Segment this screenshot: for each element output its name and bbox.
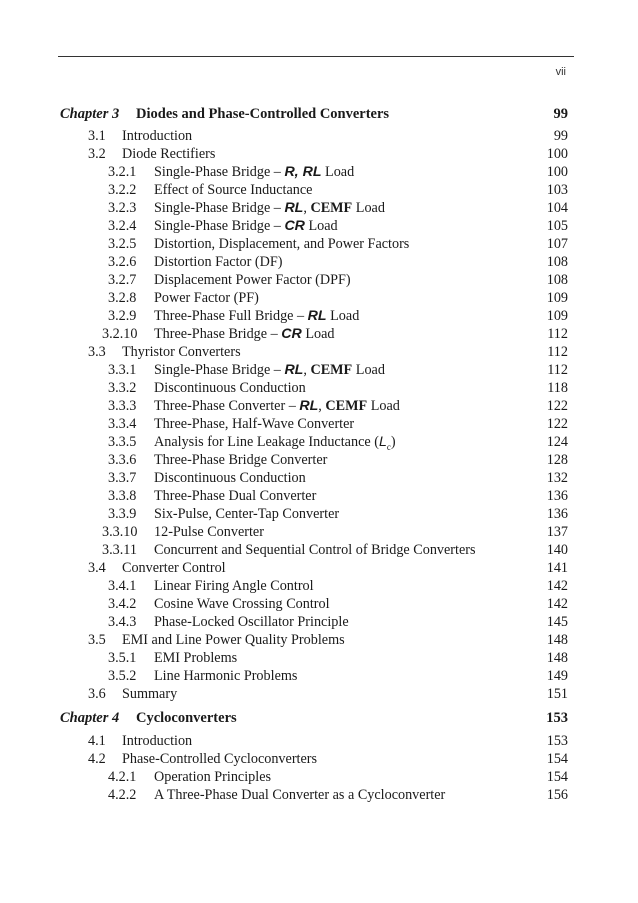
toc-entry-page: 112 (547, 344, 568, 360)
toc-entry-page: 149 (546, 668, 568, 684)
toc-entry-page: 141 (546, 560, 568, 576)
toc-entry-page: 112 (547, 326, 568, 342)
toc-entry-number: 3.2.5 (108, 236, 137, 252)
toc-entry-page: 99 (553, 128, 568, 144)
toc-entry-title: Displacement Power Factor (DPF) (154, 272, 351, 288)
toc-entry-number: 3.3.6 (108, 452, 137, 468)
toc-entry-title: Introduction (122, 128, 193, 144)
toc-entry-number: 3.3 (88, 344, 106, 360)
toc-entry-page: 148 (546, 650, 568, 666)
toc-entry-title: Discontinuous Conduction (154, 380, 306, 396)
toc-entry-page: 154 (546, 751, 568, 767)
toc-entry-page: 145 (546, 614, 568, 630)
toc-entry-title: Introduction (122, 733, 193, 749)
toc-entry-number: 3.2 (88, 146, 106, 162)
toc-entry-page: 112 (547, 362, 568, 378)
toc-entry-number: 3.2.9 (108, 308, 137, 324)
toc-entry-title: Single-Phase Bridge – RL, CEMF Load (154, 362, 385, 378)
toc-entry-title: Cycloconverters (136, 710, 237, 726)
toc-entry-page: 128 (546, 452, 568, 468)
toc-entry-title: Phase-Controlled Cycloconverters (122, 751, 318, 767)
toc-entry-title: Single-Phase Bridge – RL, CEMF Load (154, 200, 385, 216)
toc-entry-number: 3.2.7 (108, 272, 137, 288)
toc-entry-page: 118 (547, 380, 568, 396)
toc-entry-title: Operation Principles (154, 769, 272, 785)
toc-entry-page: 151 (546, 686, 568, 702)
toc-entry-number: 3.2.10 (102, 326, 138, 342)
toc-entry-page: 100 (546, 146, 568, 162)
toc-entry-page: 154 (546, 769, 568, 785)
toc-entry-title: Discontinuous Conduction (154, 470, 306, 486)
toc-entry-page: 153 (546, 710, 568, 726)
toc-entry-page: 124 (546, 434, 568, 450)
toc-entry-number: Chapter 4 (60, 710, 120, 726)
page-number: vii (555, 66, 566, 78)
toc-entry-page: 136 (546, 488, 568, 504)
toc-entry-page: 148 (546, 632, 568, 648)
toc-entry-number: 3.2.3 (108, 200, 137, 216)
toc-entry-title: Diode Rectifiers (122, 146, 216, 162)
toc-entry-title: Three-Phase Dual Converter (154, 488, 317, 504)
toc-entry-number: 3.5.1 (108, 650, 137, 666)
toc-entry-number: 3.4 (88, 560, 106, 576)
header-rule (58, 56, 574, 57)
toc-entry-number: 3.2.2 (108, 182, 137, 198)
toc-entry-title: EMI and Line Power Quality Problems (122, 632, 345, 648)
toc-entry-number: 3.2.8 (108, 290, 137, 306)
toc-entry-number: Chapter 3 (60, 106, 120, 122)
toc-entry-title: Summary (122, 686, 178, 702)
toc-entry-page: 122 (546, 416, 568, 432)
toc-entry-title: Line Harmonic Problems (154, 668, 298, 684)
toc-entry-title: Power Factor (PF) (154, 290, 259, 306)
toc-entry-number: 4.1 (88, 733, 106, 749)
toc-entry-page: 105 (546, 218, 568, 234)
toc-entry-page: 136 (546, 506, 568, 522)
toc-entry-title: Effect of Source Inductance (154, 182, 313, 198)
toc-entry-title: Phase-Locked Oscillator Principle (154, 614, 349, 630)
toc-entry-title: Three-Phase Bridge – CR Load (154, 326, 335, 342)
toc-entry-title: Concurrent and Sequential Control of Bridge Converters (154, 542, 476, 558)
toc-entry-number: 3.4.3 (108, 614, 137, 630)
toc-entry-title: Analysis for Line Leakage Inductance $(L_c)$ (154, 434, 396, 452)
toc-entry-page: 109 (546, 290, 568, 306)
toc-entry-number: 3.3.10 (102, 524, 138, 540)
toc-entry-number: 3.3.4 (108, 416, 137, 432)
toc-entry-title: Three-Phase, Half-Wave Converter (154, 416, 355, 432)
toc-entry-number: 3.2.1 (108, 164, 137, 180)
toc-entry-number: 4.2.1 (108, 769, 137, 785)
toc-entry-title: Three-Phase Converter – RL, CEMF Load (154, 398, 400, 414)
toc-entry-number: 3.3.9 (108, 506, 137, 522)
toc-entry-title: A Three-Phase Dual Converter as a Cycloconverter (154, 787, 446, 803)
toc-entry-page: 104 (546, 200, 568, 216)
toc-entry-page: 107 (546, 236, 568, 252)
toc-entry-number: 3.1 (88, 128, 106, 144)
toc-entry-page: 132 (546, 470, 568, 486)
toc-entry-number: 3.6 (88, 686, 106, 702)
toc-entry-title: Converter Control (122, 560, 226, 576)
toc-entry-number: 3.3.7 (108, 470, 137, 486)
toc-entry-title: Single-Phase Bridge – CR Load (154, 218, 338, 234)
toc-entry-title: 12-Pulse Converter (154, 524, 264, 540)
toc-entry-page: 108 (546, 272, 568, 288)
toc-entry-page: 156 (546, 787, 568, 803)
toc-entry-title: Distortion Factor (DF) (154, 254, 283, 270)
toc-entry-number: 3.4.1 (108, 578, 137, 594)
toc-entry-number: 3.3.5 (108, 434, 137, 450)
toc-entry-page: 100 (546, 164, 568, 180)
toc-entry-number: 3.3.1 (108, 362, 137, 378)
toc-entry-number: 4.2.2 (108, 787, 137, 803)
toc-entry-page: 142 (546, 578, 568, 594)
toc-entry-number: 3.5.2 (108, 668, 137, 684)
toc-entry-title: Cosine Wave Crossing Control (154, 596, 330, 612)
toc-entry-title: Linear Firing Angle Control (154, 578, 314, 594)
toc-entry-number: 3.4.2 (108, 596, 137, 612)
toc-entry-title: Diodes and Phase-Controlled Converters (136, 106, 390, 122)
toc-entry-title: Six-Pulse, Center-Tap Converter (154, 506, 340, 522)
toc-entry-title: Thyristor Converters (122, 344, 241, 360)
toc-entry-page: 142 (546, 596, 568, 612)
toc-entry-page: 103 (546, 182, 568, 198)
toc-entry-number: 3.5 (88, 632, 106, 648)
toc-entry-number: 3.3.2 (108, 380, 137, 396)
toc-entry-number: 3.2.6 (108, 254, 137, 270)
toc-entry-number: 3.3.3 (108, 398, 137, 414)
toc-entry-title: Single-Phase Bridge – R, RL Load (154, 164, 355, 180)
toc-entry-page: 153 (546, 733, 568, 749)
toc-entry-page: 99 (553, 106, 568, 122)
toc-entry-page: 137 (546, 524, 568, 540)
toc-entry-number: 3.3.11 (102, 542, 137, 558)
toc-entry-page: 140 (546, 542, 568, 558)
toc-entry-title: Three-Phase Bridge Converter (154, 452, 328, 468)
toc-entry-page: 122 (546, 398, 568, 414)
toc-entry-number: 3.2.4 (108, 218, 137, 234)
toc-entry-title: Three-Phase Full Bridge – RL Load (154, 308, 360, 324)
toc-entry-page: 109 (546, 308, 568, 324)
toc-entry-number: 3.3.8 (108, 488, 137, 504)
toc-entry-page: 108 (546, 254, 568, 270)
toc-entry-number: 4.2 (88, 751, 106, 767)
toc-entry-title: EMI Problems (154, 650, 238, 666)
toc-entry-title: Distortion, Displacement, and Power Factors (154, 236, 410, 252)
